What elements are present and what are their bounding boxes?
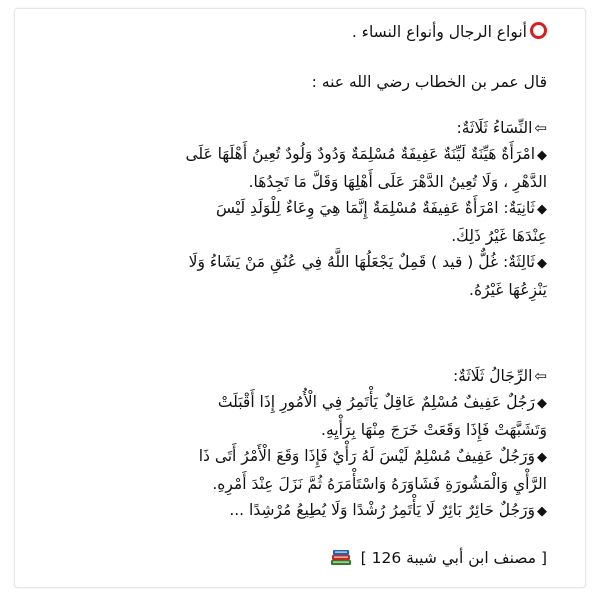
- men-line: وَتَشَبَّهَتْ فَإِذَا وَقَعَتْ خَرَجَ مِنْهَا بِرَأْيِهِ.: [321, 421, 547, 439]
- source-text: [ مصنف ابن أبي شيبة 126 ]: [360, 549, 547, 567]
- men-line: ◆رَجُلٌ عَفِيفٌ مُسْلِمٌ عَاقِلٌ يَأْتَمِرُ فِي الْأُمُورِ إِذَا أَقْبَلَتْ: [217, 393, 547, 411]
- intro-line: قال عمر بن الخطاب رضي الله عنه :: [311, 73, 547, 91]
- women-line: يَنْزِعُهَا غَيْرُهُ.: [469, 281, 547, 299]
- post-content: [51, 19, 547, 575]
- diamond-icon: ◆: [537, 396, 547, 411]
- post-title-text: أنواع الرجال وأنواع النساء .: [351, 23, 527, 41]
- men-line: ◆وَرَجُلٌ عَفِيفٌ مُسْلِمٌ لَيْسَ لَهُ رَأْيٌ فَإِذَا وَقَعَ الْأَمْرُ أَتَى ذَا: [198, 447, 547, 465]
- women-heading: [51, 115, 547, 141]
- women-line: ◆ثَالِثَةٌ: غُلٌّ ( قيد ) قَمِلٌ يَجْعَلُهَا اللَّهُ فِي عُنُقِ مَنْ يَشَاءُ وَلَا: [188, 253, 547, 271]
- diamond-icon: ◆: [537, 256, 547, 271]
- post-card: [14, 8, 586, 588]
- women-heading-text: النِّسَاءُ ثَلَاثَةٌ:: [456, 119, 533, 137]
- women-line: عِنْدَهَا غَيْرُ ذَلِكَ.: [451, 227, 547, 245]
- diamond-icon: ◆: [537, 450, 547, 465]
- women-line: ◆ثَانِيَةٌ: امْرَأَةٌ عَفِيفَةٌ مُسْلِمَةٌ إِنَّمَا هِيَ وِعَاءٌ لِلْوَلَدِ لَيْسَ: [215, 199, 547, 217]
- red-circle-icon: [530, 22, 547, 39]
- diamond-icon: ◆: [537, 202, 547, 217]
- source-citation: [51, 545, 547, 575]
- men-heading-text: الرِّجَالُ ثَلَاثَةٌ:: [452, 367, 533, 385]
- post-title: [51, 19, 547, 45]
- men-line: الرَّأْيِ وَالْمَشُورَةِ فَشَاوَرَهُ وَاسْتَأْمَرَهُ ثُمَّ نَزَلَ عِنْدَ أَمْرِهِ.: [212, 475, 547, 493]
- left-arrow-icon: ⇦: [534, 119, 547, 137]
- books-icon: [330, 547, 352, 575]
- women-line: ◆امْرَأَةٌ هَيِّنَةٌ لَيِّنَةٌ عَفِيفَةٌ مُسْلِمَةٌ وَدُودٌ وَلُودٌ تُعِينُ أَهْلَهَا عَلَى: [185, 145, 547, 163]
- men-line: ◆وَرَجُلٌ حَائِرٌ بَائِرٌ لَا يَأْتَمِرُ رُشْدًا وَلَا يُطِيعُ مُرْشِدًا ...: [229, 501, 547, 519]
- left-arrow-icon: ⇦: [534, 367, 547, 385]
- women-line: الدَّهْرِ ، وَلَا تُعِينُ الدَّهْرَ عَلَى أَهْلِهَا وَقَلَّ مَا تَجِدُهَا.: [248, 173, 547, 191]
- diamond-icon: ◆: [537, 148, 547, 163]
- men-heading: [51, 363, 547, 389]
- diamond-icon: ◆: [537, 504, 547, 519]
